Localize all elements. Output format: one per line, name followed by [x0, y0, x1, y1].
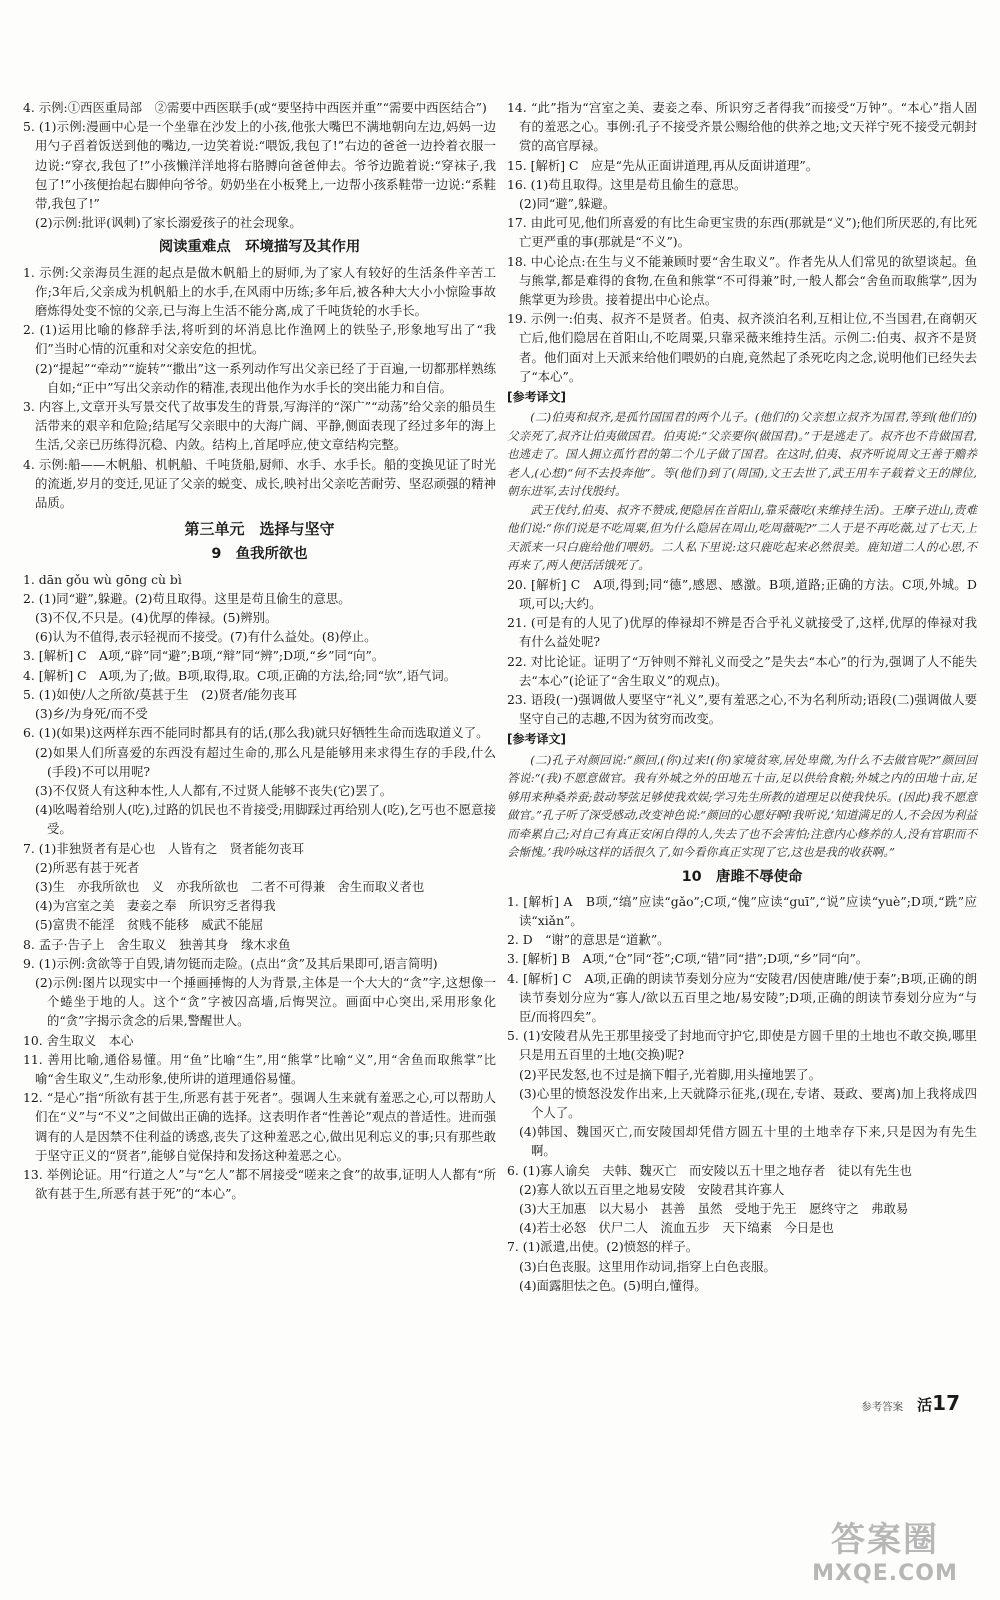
answer-subitem: (5)富贵不能淫 贫贱不能移 威武不能屈: [35, 917, 264, 933]
answer-subitem: (4)韩国、魏国灭亡,而安陵国却凭借方圆五十里的土地幸存下来,只是因为有先生啊。: [519, 1124, 977, 1159]
answer-item: 18. 中心论点:在生与义不能兼顾时要“舍生取义”。作者先从人们常见的欲望谈起。鱼与熊掌,都是难得的食物,在鱼和熊掌“不可得兼”时,一般人都会“舍鱼而取熊掌”,因为熊掌更为珍贵。接着提出中心论点。: [507, 253, 977, 308]
answer-item: 21. (可是有的人见了)优厚的俸禄却不辨是否合乎礼义就接受了,这样,优厚的俸禄对我有什么益处呢?: [507, 615, 977, 650]
translation-paragraph: 武王伐纣,伯夷、叔齐不赞成,便隐居在首阳山,靠采薇吃(来维持生活)。王摩子进山,责难他们说:“你们说是不吃周粟,但为什么隐居在周山,吃周薇呢?”二人于是不再吃薇,过了七天,上天派来一只白鹿给他们喂奶。二人私下里说:这只鹿吃起来必然很美。鹿知道二人的心思,不再来了,两人便活活饿死了。: [507, 502, 977, 573]
page-number: 17: [932, 1391, 960, 1415]
answer-item: 1. [解析] A B项,“缟”应读“gǎo”;C项,“傀”应读“guī”,“说”应读“yuè”;D项,“跣”应读“xiǎn”。: [507, 893, 977, 928]
answer-item: 4. 示例:①西医重局部 ②需要中西医联手(或“要坚持中西医并重”“需要中西医结合”): [23, 100, 487, 115]
section-heading: 9 鱼我所欲也: [211, 546, 308, 563]
answer-subitem: (4)为宫室之美 妻妾之奉 所识穷乏者得我: [35, 898, 276, 914]
answer-subitem: (3)心里的愤怒没发作出来,上天就降示征兆,(现在,专诸、聂政、要离)加上我将成四个人了。: [519, 1085, 977, 1121]
translation-paragraph: (二)伯夷和叔齐,是孤竹国国君的两个儿子。(他们的)父亲想立叔齐为国君,等到(他们的)父亲死了,叔齐让伯夷做国君。伯夷说:“父亲要你(做国君)。”于是逃走了。叔齐也不肯做国君,也逃走了。国人拥立孤竹君的第二个儿子做了国君。在这时,伯夷、叔齐听说周文王善于赡养老人,(心想)“何不去投奔他”。等(他们)到了(周国),文王去世了,武王用车子载着文王的牌位,朝东进军,去讨伐殷纣。: [507, 410, 977, 499]
answer-subitem: (3)不仅,不只是。(4)优厚的俸禄。(5)辨别。: [35, 610, 278, 626]
answer-subitem: (2)示例:批评(讽刺)了家长溺爱孩子的社会现象。: [35, 215, 302, 231]
answer-item: 3. 内容上,文章开头写景交代了故事发生的背景,写海洋的“深广”“动荡”给父亲的船员生活带来的艰辛和危险;结尾写父亲眼中的大海广阔、平静,侧面表现了经过多年的海上生活,父亲已历练得沉稳、内敛。结构上,首尾呼应,使文章结构完整。: [23, 399, 496, 453]
answer-item: 17. 由此可见,他们所喜爱的有比生命更宝贵的东西(那就是“义”);他们所厌恶的,有比死亡更严重的事(那就是“不义”)。: [507, 215, 977, 250]
answer-item: 6. (1)寡人谕矣 夫韩、魏灭亡 而安陵以五十里之地存者 徒以有先生也: [507, 1162, 913, 1178]
right-column: [507, 98, 977, 1295]
answer-item: 5. (1)安陵君从先王那里接受了封地而守护它,即使是方圆千里的土地也不敢交换,哪里只是用五百里的土地(交换)呢?: [507, 1028, 977, 1063]
answer-item: 14. “此”指为“宫室之美、妻妾之奉、所识穷乏者得我”而接受“万钟”。“本心”指人固有的羞恶之心。事例:孔子不接受齐景公赐给他的供养之地;文天祥宁死不接受元朝封赏的高官厚禄。: [507, 100, 977, 154]
answer-subitem: (3)乡/为身死/而不受: [35, 706, 148, 722]
answer-item: 8. 孟子·告子上 舍生取义 独善其身 缘木求鱼: [23, 936, 291, 952]
answer-item: 4. 示例:船——木帆船、机帆船、千吨货船,厨师、水手、水手长。船的变换见证了时光的流逝,岁月的变迁,见证了父亲的蜕变、成长,映衬出父亲吃苦耐劳、坚忍顽强的精神品质。: [23, 456, 496, 511]
answer-item: 5. (1)示例:漫画中心是一个坐靠在沙发上的小孩,他张大嘴巴不满地朝向左边,妈妈一边用勺子舀着饭送到他的嘴边,一边笑着说:“喂饭,我包了!”右边的爸爸一边拎着衣服一边说:“穿衣,我包了!”小孩懒洋洋地将右胳膊向爸爸伸去。爷爷边跪着说:“穿袜子,我包了!”小孩便抬起右脚伸向爷爷。奶奶坐在小板凳上,一边帮小孩系鞋带一边说:“系鞋带,我包了!”: [23, 119, 496, 212]
answer-item: 4. [解析] C A项,正确的朗读节奏划分应为“安陵君/因使唐雎/使于秦”;B项,正确的朗读节奏划分应为“寡人/欲以五百里之地/易安陵”;D项,正确的朗读节奏划分应为“与臣/而将四矣”。: [507, 970, 977, 1024]
answer-item: 20. [解析] C A项,得到;同“德”,感恩、感激。B项,道路;正确的方法。C项,外城。D项,可以;大约。: [507, 576, 977, 611]
answer-subitem: (2)寡人欲以五百里之地易安陵 安陵君其许寡人: [519, 1181, 785, 1197]
answer-item: 2. (1)同“避”,躲避。(2)苟且取得。这里是苟且偷生的意思。: [23, 590, 351, 606]
answer-subitem: (2)所恶有甚于死者: [35, 859, 140, 875]
answer-item: 2. (1)运用比喻的修辞手法,将听到的坏消息比作渔网上的铁坠子,形象地写出了“我们”当时心情的沉重和对父亲安危的担忧。: [23, 322, 496, 357]
watermark-site: MXQE.COM: [812, 1561, 958, 1586]
answer-item: 1. dān gǒu wù gōng cù bì: [23, 571, 182, 587]
answer-item: 7. (1)非独贤者有是心也 人皆有之 贤者能勿丧耳: [23, 840, 305, 856]
answer-item: 1. 示例:父亲海员生涯的起点是做木帆船上的厨师,为了家人有较好的生活条件辛苦工作;3年后,父亲成为机帆船上的水手,在风雨中历练;多年后,被各种大大小小惊险事故磨炼得处变不惊的父亲,已与海上生活不能分离,成了千吨货轮的水手长。: [23, 264, 496, 319]
answer-subitem: (3)白色丧服。这里用作动词,指穿上白色丧服。: [519, 1258, 776, 1274]
answer-subitem: (3)不仅贤人有这种本性,人人都有,不过贤人能够不丧失(它)罢了。: [35, 782, 393, 798]
unit-heading: 第三单元 选择与坚守: [184, 520, 335, 539]
answer-item: 3. [解析] C A项,“辟”同“避”;B项,“辩”同“辨”;D项,“乡”同“向”。: [23, 648, 385, 664]
answer-item: 2. D “谢”的意思是“道歉”。: [507, 932, 670, 948]
answer-subitem: (4)吆喝着给别人(吃),过路的饥民也不肯接受;用脚踩过再给别人(吃),乞丐也不愿意接受。: [35, 802, 496, 837]
answer-item: 16. (1)苟且取得。这里是苟且偷生的意思。: [507, 176, 747, 192]
answer-subitem: (2)如果人们所喜爱的东西没有超过生命的,那么凡是能够用来求得生存的手段,什么(手段)不可以用呢?: [35, 744, 496, 779]
reference-label: [参考译文]: [507, 390, 566, 405]
answer-item: 5. (1)如使/人之所欲/莫甚于生 (2)贤者/能勿丧耳: [23, 686, 298, 702]
answer-subitem: (2)示例:图片以现实中一个捶画捶悔的人为背景,主体是一个大大的“贪”字,这想像一个蜷坐于地的人。这个“贪”字被囚高墙,后悔哭泣。画面中心突出,采用形象化的“贪”字揭示贪念的后果,警醒世人。: [35, 974, 496, 1029]
answer-item: 12. “是心”指“所欲有甚于生,所恶有甚于死者”。强调人生来就有羞恶之心,可以帮助人们在“义”与“不义”之间做出正确的选择。这表明作者“性善论”观点的普适性。进而强调有的人是因禁不住利益的诱惑,丧失了这种羞恶之心,做出见利忘义的事;只有那些敢于坚守正义的“贤者”,能够自觉保持和发扬这种羞恶之心。: [23, 1090, 496, 1163]
answer-item: 23. 语段(一)强调做人要坚守“礼义”,要有羞恶之心,不为名利所动;语段(二)强调做人要坚守自己的志趣,不因为贫穷而改变。: [507, 691, 977, 727]
answer-item: 15. [解析] C 应是“先从正面讲道理,再从反面讲道理”。: [507, 157, 819, 173]
answer-item: 13. 举例论证。用“行道之人”与“乞人”都不屑接受“嗟来之食”的故事,证明人人都有“所欲有甚于生,所恶有甚于死”的“本心”。: [23, 1166, 496, 1202]
answer-item: 4. [解析] C A项,为了;做。B项,取得,取。C项,正确的方法,给;同“欤”,语气词。: [23, 667, 457, 683]
answer-item: 6. (1)(如果)这两样东西不能同时都具有的话,(那么我)就只好牺牲生命而选取道义了。: [23, 725, 489, 741]
answer-item: 3. [解析] B A项,“仓”同“苍”;C项,“错”同“措”;D项,“乡”同“向”。: [507, 951, 869, 967]
answer-item: 19. 示例一:伯夷、叔齐不是贤者。伯夷、叔齐淡泊名利,互相让位,不当国君,在商朝灭亡后,他们隐居在首阳山,不吃周粟,只靠采薇来维持生活。示例二:伯夷、叔齐不是贤者。他们面对上天派来给他们喂奶的白鹿,竟然起了杀死吃肉之念,说明他们已经失去了“本心”。: [507, 311, 977, 384]
footer-brand: 活: [917, 1396, 933, 1414]
reference-label: [参考译文]: [507, 732, 566, 747]
answer-item: 9. (1)示例:贪欲等于自毁,请勿铤而走险。(点出“贪”及其后果即可,语言简明): [23, 955, 438, 971]
section-heading: 10 唐雎不辱使命: [681, 868, 803, 885]
watermark-text: 答案圈: [831, 1520, 939, 1560]
answer-subitem: (2)“提起”“牵动”“旋转”“撒出”这一系列动作写出父亲已经了于百遍,一切都那样熟练自如;“正中”写出父亲动作的精准,表现出他作为水手长的突出能力和自信。: [35, 360, 496, 395]
translation-paragraph: (二)孔子对颜回说:“颜回,(你)过来!(你)家境贫寒,居处卑微,为什么不去做官呢?”颜回回答说:“(我)不愿意做官。我有外城之外的田地五十亩,足以供给食粮;外城之内的田地十亩,足够用来种桑养蚕;鼓动琴弦足够使我欢娱;学习先生所教的道理足以使我快乐。(因此)我不愿意做官。”孔子听了深受感动,改变神色说:“颜回的心愿好啊!我听说,‘知道满足的人,不会因为利益而牵累自己;对自己有真正安闲自得的人,失去了也不会害怕;注意内心修养的人,没有官职而不会惭愧。’我吟咏这样的话很久了,如今看你真正实现了它,这也是我的收获啊。”: [507, 752, 977, 860]
footer-label: 参考答案: [861, 1401, 904, 1413]
answer-subitem: (6)认为不值得,表示轻视而不接受。(7)有什么益处。(8)停止。: [35, 629, 377, 645]
answer-item: 10. 舍生取义 本心: [23, 1032, 134, 1048]
section-heading: 阅读重难点 环境描写及其作用: [158, 239, 361, 256]
answer-item: 22. 对比论证。证明了“万钟则不辩礼义而受之”是失去“本心”的行为,强调了人不能失去“本心”(论证了“舍生取义”的观点)。: [507, 653, 977, 688]
watermark-logo: [800, 1520, 970, 1596]
answer-subitem: (4)面露胆怯之色。(5)明白,懂得。: [519, 1277, 707, 1293]
left-column: [23, 98, 496, 1203]
answer-subitem: (2)平民发怒,也不过是摘下帽子,光着脚,用头撞地罢了。: [519, 1066, 821, 1082]
answer-item: 7. (1)派遣,出使。(2)愤怒的样子。: [507, 1239, 699, 1255]
answer-subitem: (4)若士必怒 伏尸二人 流血五步 天下缟素 今日是也: [519, 1220, 834, 1236]
answer-subitem: (3)大王加惠 以大易小 甚善 虽然 受地于先王 愿终守之 弗敢易: [519, 1201, 909, 1217]
answer-subitem: (3)生 亦我所欲也 义 亦我所欲也 二者不可得兼 舍生而取义者也: [35, 878, 425, 894]
answer-item: 11. 善用比喻,通俗易懂。用“鱼”比喻“生”,用“熊掌”比喻“义”,用“舍鱼而取熊掌”比喻“舍生取义”,生动形象,使所讲的道理通俗易懂。: [23, 1051, 496, 1086]
answer-subitem: (2)同“避”,躲避。: [519, 196, 616, 212]
page-footer: [861, 1391, 960, 1417]
